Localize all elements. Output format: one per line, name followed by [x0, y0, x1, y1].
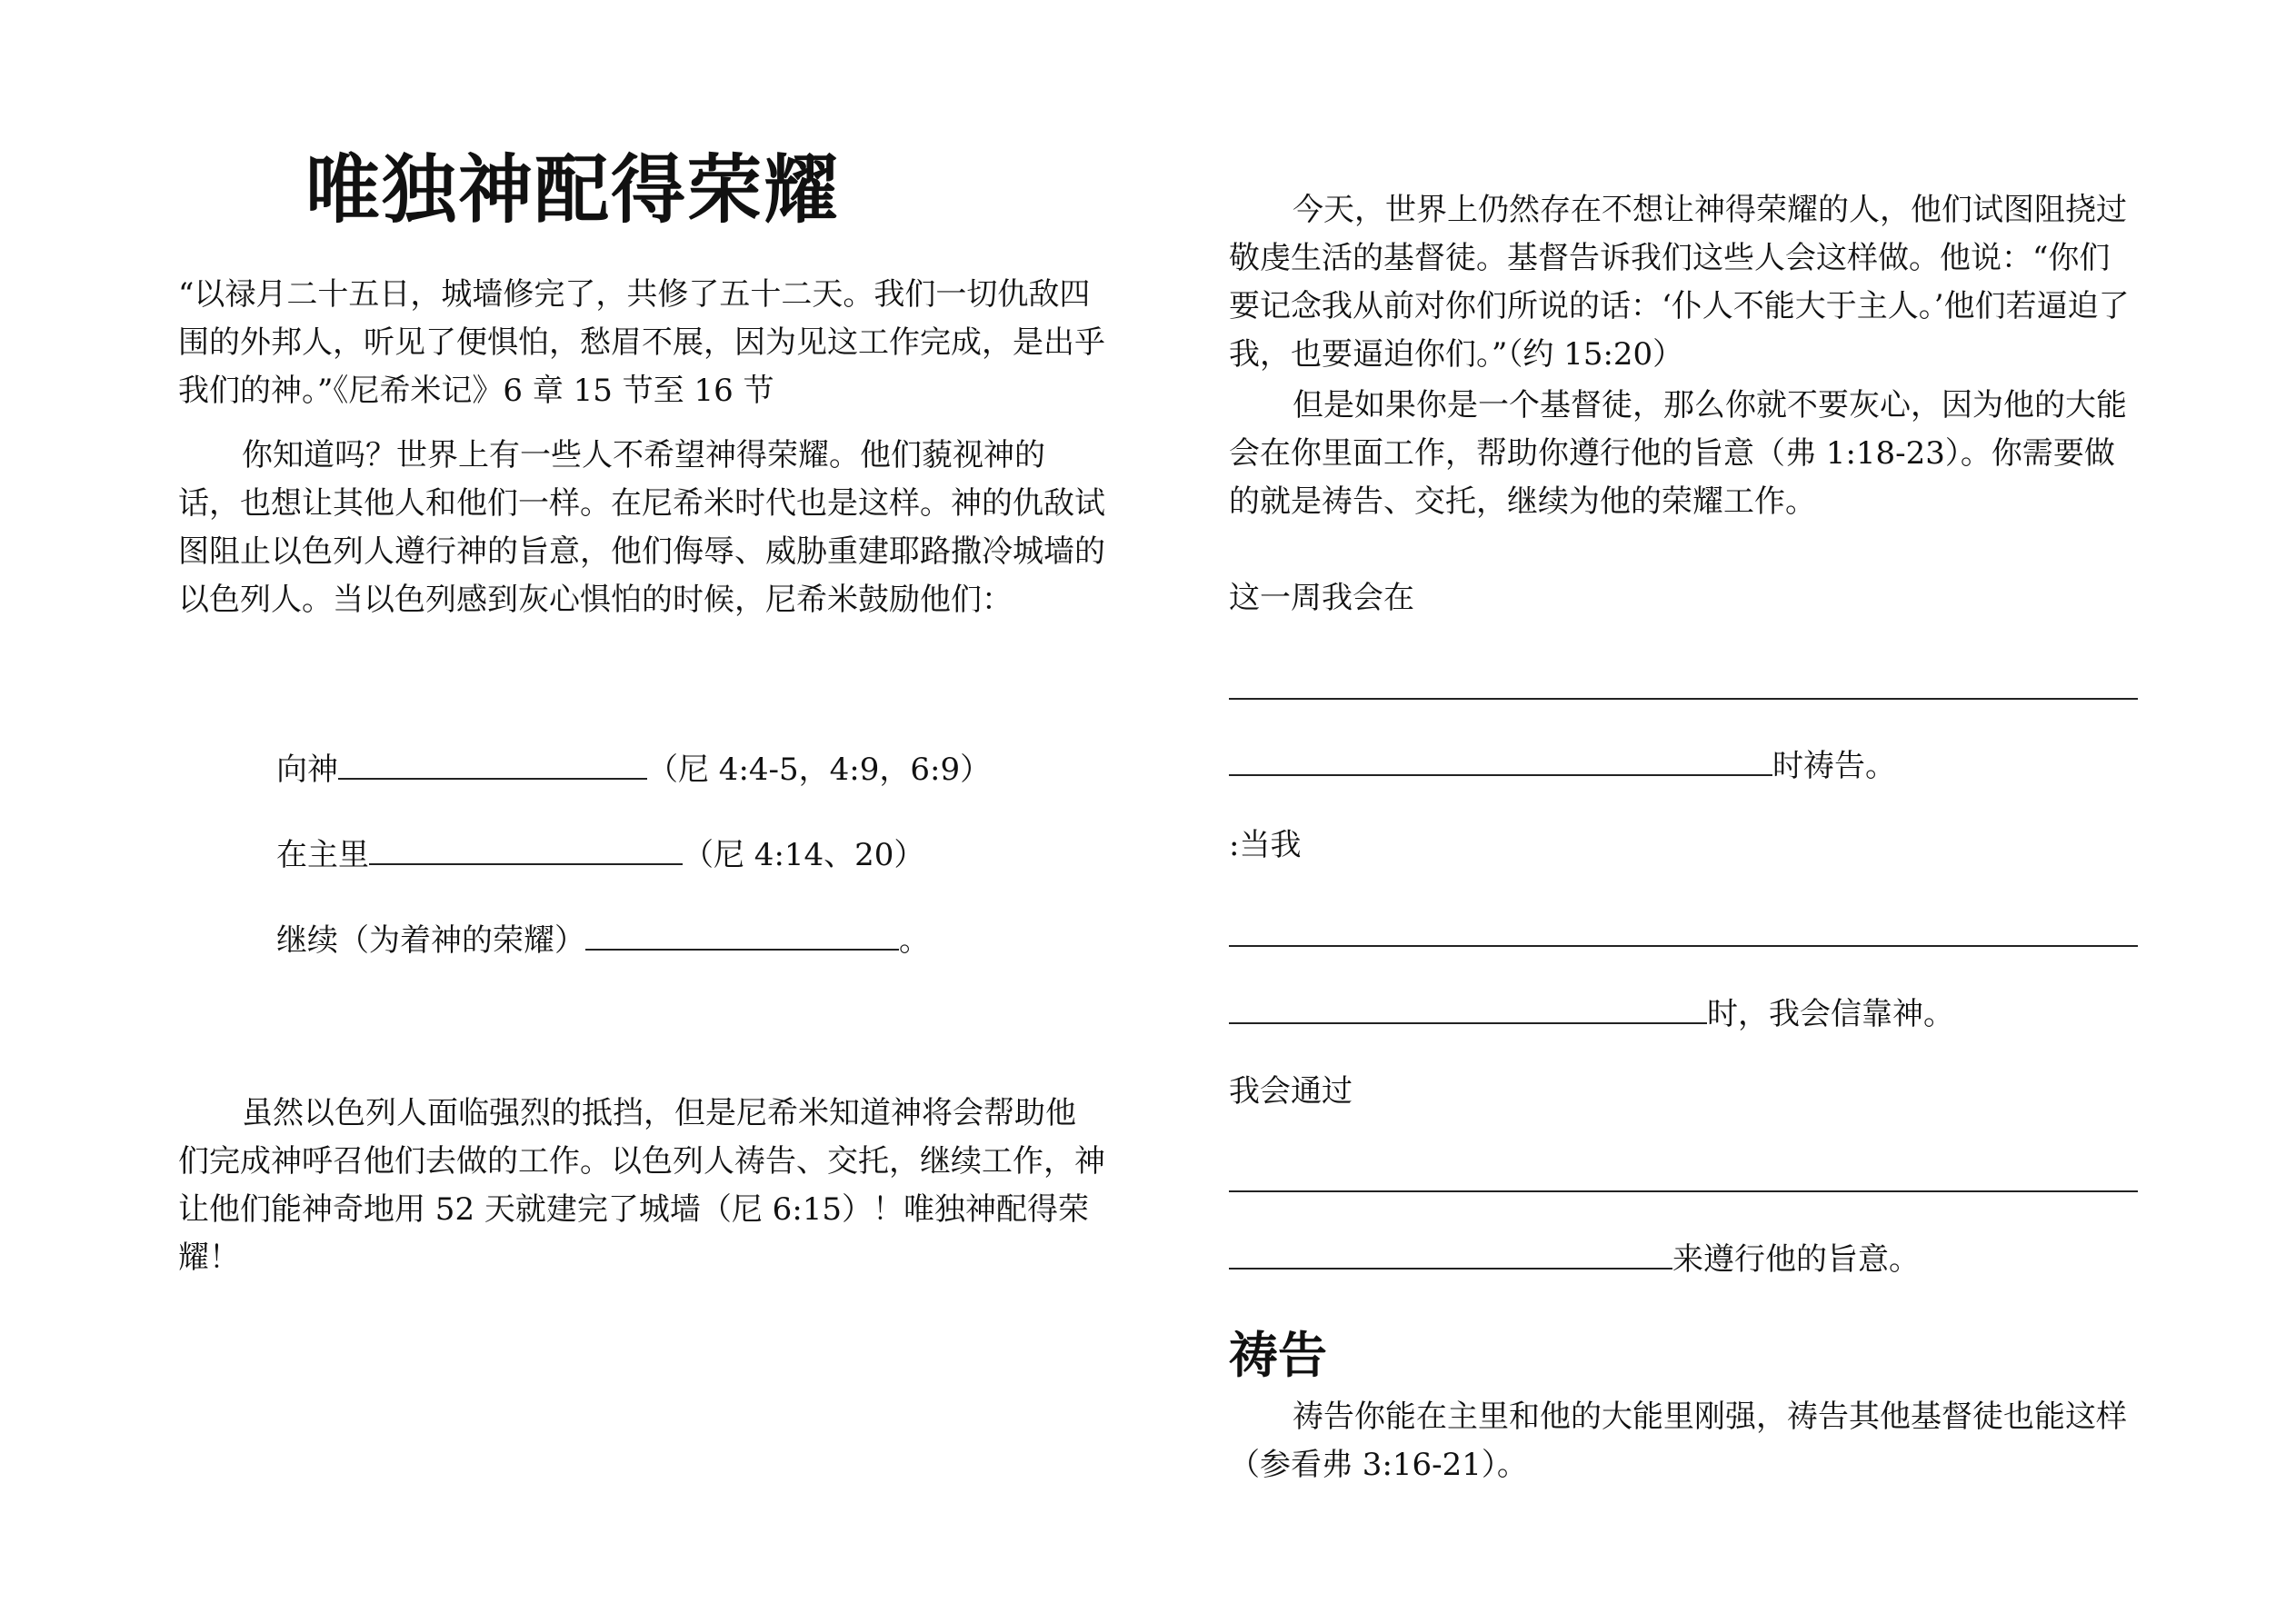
encouragement-paragraph: 但是如果你是一个基督徒，那么你就不要灰心，因为他的大能会在你里面工作，帮助你遵行他的旨意（弗 1:18-23）。你需要做的就是祷告、交托，继续为他的荣耀工作。: [1229, 387, 2127, 520]
question-1-end: 时祷告。: [1772, 748, 1896, 784]
question-1-end-line: [1229, 738, 1896, 791]
question-1-answer-blank[interactable]: [1229, 738, 1772, 776]
question-1-answer-line[interactable]: [1229, 698, 2138, 700]
fill-in-2-suffix: （尼 4:14、20）: [683, 837, 925, 873]
question-3-end: 来遵行他的旨意。: [1672, 1241, 1920, 1278]
prayer-heading: 祷告: [1229, 1327, 1327, 1384]
fill-in-3-prefix: 继续（为着神的荣耀）: [276, 922, 585, 959]
fill-in-3-blank[interactable]: [585, 912, 899, 951]
question-3-label: 我会通过: [1229, 1073, 1353, 1110]
question-1-label: 这一周我会在: [1229, 580, 1414, 616]
fill-in-1-prefix: 向神: [276, 752, 338, 788]
fill-in-line-1: [276, 742, 991, 794]
scripture-quote: “以禄月二十五日，城墙修完了，共修了五十二天。我们一切仇敌四围的外邦人，听见了便惧怕，愁眉不展，因为见这工作完成，是出乎我们的神。”《尼希米记》6 章 15 节至 16 节: [178, 276, 1105, 409]
fill-in-line-3: [276, 912, 930, 965]
fill-in-2-prefix: 在主里: [276, 837, 369, 873]
question-2-label: :当我: [1229, 827, 1302, 863]
page-title: 唯独神配得荣耀: [304, 147, 840, 234]
today-paragraph: 今天，世界上仍然存在不想让神得荣耀的人，他们试图阻挠过敬虔生活的基督徒。基督告诉我们这些人会这样做。他说：“你们要记念我从前对你们所说的话：‘仆人不能大于主人。’他们若逼迫了我，也要逼迫你们。”（约 15:20）: [1229, 192, 2130, 373]
question-2-end-line: [1229, 986, 1954, 1039]
intro-paragraph: 你知道吗？世界上有一些人不希望神得荣耀。他们藐视神的话，也想让其他人和他们一样。在尼希米时代也是这样。神的仇敌试图阻止以色列人遵行神的旨意，他们侮辱、威胁重建耶路撒冷城墙的以色列人。当以色列感到灰心惧怕的时候，尼希米鼓励他们：: [178, 437, 1105, 618]
question-2-end: 时，我会信靠神。: [1707, 996, 1954, 1032]
fill-in-2-blank[interactable]: [369, 827, 683, 865]
question-3-end-line: [1229, 1231, 1920, 1284]
question-3-answer-line[interactable]: [1229, 1190, 2138, 1192]
prayer-text: 祷告你能在主里和他的大能里刚强，祷告其他基督徒也能这样（参看弗 3:16-21）。: [1229, 1399, 2127, 1483]
question-2-answer-blank[interactable]: [1229, 986, 1707, 1024]
fill-in-1-blank[interactable]: [338, 742, 647, 780]
closing-paragraph: 虽然以色列人面临强烈的抵挡，但是尼希米知道神将会帮助他们完成神呼召他们去做的工作。以色列人祷告、交托，继续工作，神让他们能神奇地用 52 天就建完了城墙（尼 6:15）！唯独神配得荣耀！: [178, 1095, 1105, 1276]
fill-in-3-suffix: 。: [899, 922, 930, 959]
question-2-answer-line[interactable]: [1229, 945, 2138, 947]
question-3-answer-blank[interactable]: [1229, 1231, 1672, 1270]
fill-in-line-2: [276, 827, 924, 880]
fill-in-1-suffix: （尼 4:4-5，4:9，6:9）: [647, 752, 992, 788]
